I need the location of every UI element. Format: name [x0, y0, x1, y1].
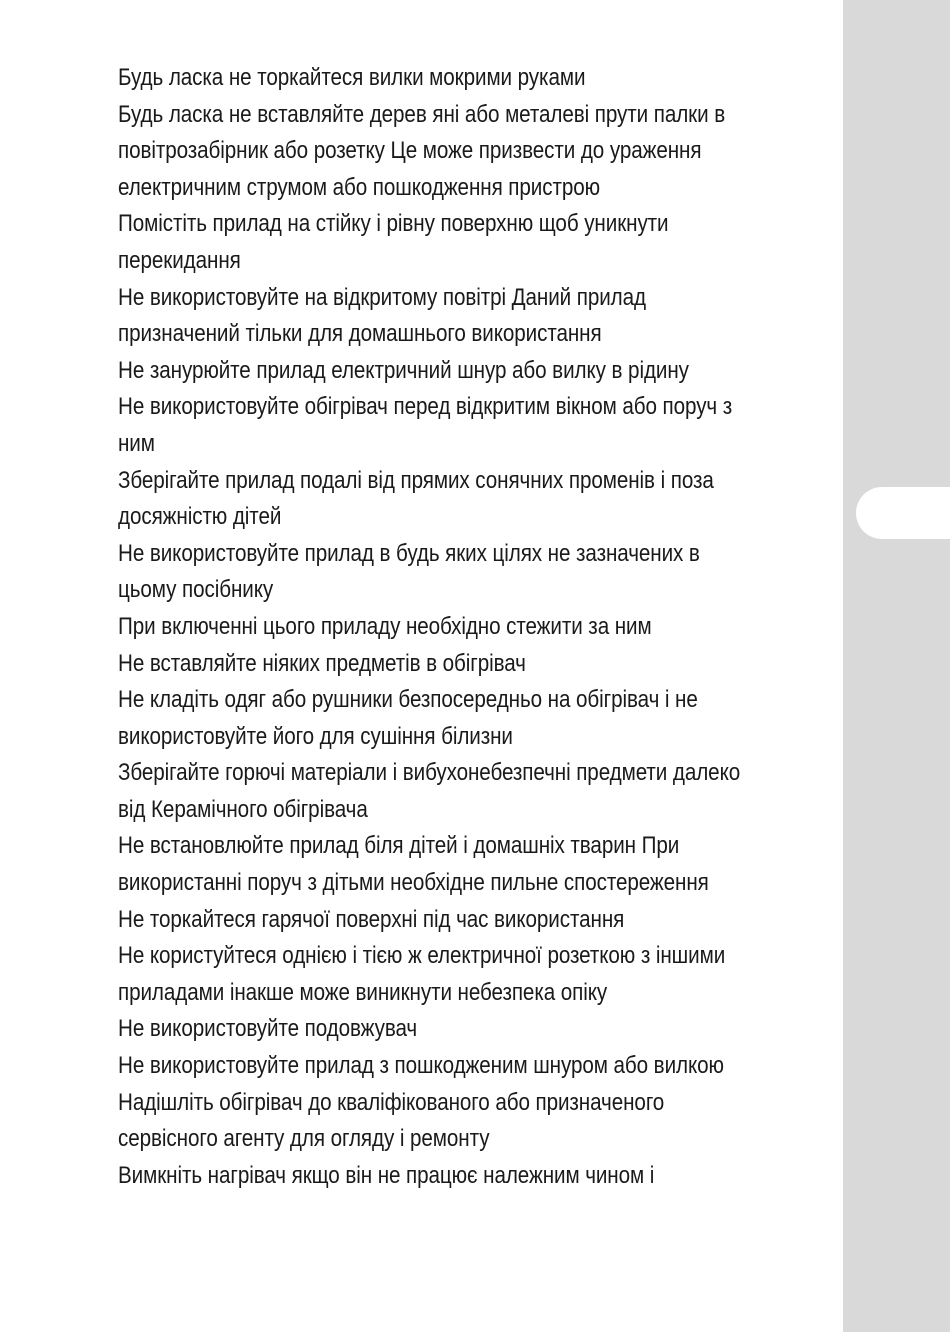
text-line: Не кладіть одяг або рушники безпосередньо на обігрівач і не — [118, 686, 698, 714]
text-line: перекидання — [118, 246, 241, 274]
text-line: Вимкніть нагрівач якщо він не працює належним чином і — [118, 1161, 655, 1189]
text-line: електричним струмом або пошкодження пристрою — [118, 173, 601, 201]
text-line: призначений тільки для домашнього використання — [118, 320, 602, 348]
text-line: Не встановлюйте прилад біля дітей і домашніх тварин При — [118, 832, 680, 860]
text-line: приладами інакше може виникнути небезпека опіку — [118, 978, 608, 1006]
text-line: використовуйте його для сушіння білизни — [118, 722, 513, 750]
text-line: Не користуйтеся однією і тією ж електричної розеткою з іншими — [118, 942, 726, 970]
text-line: Зберігайте горючі матеріали і вибухонебезпечні предмети далеко — [118, 759, 741, 787]
document-body — [118, 60, 798, 1194]
text-line: Не занурюйте прилад електричний шнур або вилку в рідину — [118, 356, 689, 384]
text-line: ним — [118, 429, 155, 457]
page-sidebar — [843, 0, 950, 1332]
text-line: Будь ласка не торкайтеся вилки мокрими руками — [118, 64, 586, 91]
text-line: Надішліть обігрівач до кваліфікованого або призначеного — [118, 1088, 665, 1116]
text-line: використанні поруч з дітьми необхідне пильне спостереження — [118, 869, 709, 897]
text-line: Не використовуйте обігрівач перед відкритим вікном або поруч з — [118, 393, 733, 421]
text-line: Зберігайте прилад подалі від прямих сонячних променів і поза — [118, 466, 714, 494]
text-line: Не вставляйте ніяких предметів в обігрівач — [118, 649, 526, 677]
text-line: Не використовуйте подовжувач — [118, 1015, 418, 1043]
text-line: При включенні цього приладу необхідно стежити за ним — [118, 612, 652, 640]
text-line: цьому посібнику — [118, 576, 274, 604]
text-line: Не використовуйте прилад з пошкодженим шнуром або вилкою — [118, 1052, 724, 1080]
text-line: Не торкайтеся гарячої поверхні під час використання — [118, 905, 625, 933]
text-line: Не використовуйте прилад в будь яких цілях не зазначених в — [118, 539, 700, 567]
text-line: Будь ласка не вставляйте дерев яні або металеві прути палки в — [118, 100, 726, 128]
text-line: повітрозабірник або розетку Це може призвести до ураження — [118, 137, 702, 165]
text-line: від Керамічного обігрівача — [118, 795, 368, 823]
text-line: Помістіть прилад на стійку і рівну поверхню щоб уникнути — [118, 210, 669, 238]
text-line: сервісного агенту для огляду і ремонту — [118, 1125, 490, 1153]
sidebar-tab — [856, 487, 950, 539]
text-line: Не використовуйте на відкритому повітрі Даний прилад — [118, 283, 646, 311]
text-line: досяжністю дітей — [118, 503, 282, 531]
